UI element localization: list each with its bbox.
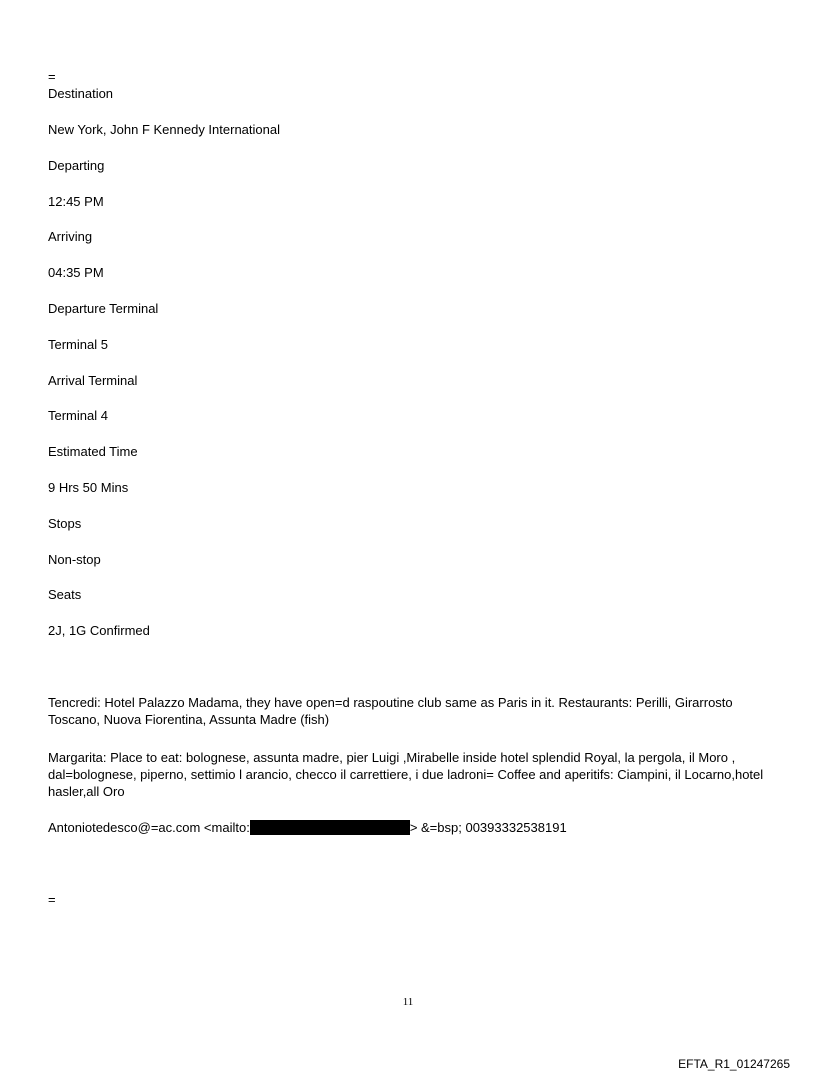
- arrival-terminal-label: Arrival Terminal: [48, 373, 138, 388]
- tencredi-paragraph: Tencredi: Hotel Palazzo Madama, they have open=d raspoutine club same as Paris in it. Restaurants: Perilli, Girarrosto Toscano, Nuova Fiorentina, Assunta Madre (fish): [48, 695, 733, 727]
- destination-label: Destination: [48, 86, 114, 101]
- margarita-paragraph: Margarita: Place to eat: bolognese, assunta madre, pier Luigi ,Mirabelle inside hotel splendid Royal, la pergola, il Moro , dal=bolognese, piperno, settimio l arancio, checco il carrettiere, i due ladroni= Coffee and aperitifs: Ciampini, il Locarno,hotel hasler,all Oro: [48, 750, 764, 799]
- contact-phone: > &=bsp; 00393332538191: [409, 820, 567, 835]
- departing-value: 12:45 PM: [48, 194, 104, 209]
- arriving-value: 04:35 PM: [48, 265, 104, 280]
- departing-label: Departing: [48, 158, 105, 173]
- redaction-block: [250, 820, 410, 835]
- stops-label: Stops: [48, 516, 82, 531]
- bottom-marker: =: [48, 892, 56, 907]
- estimated-time-label: Estimated Time: [48, 444, 138, 459]
- arrival-terminal-value: Terminal 4: [48, 408, 108, 423]
- contact-line: [48, 819, 567, 836]
- seats-value: 2J, 1G Confirmed: [48, 623, 150, 638]
- estimated-time-value: 9 Hrs 50 Mins: [48, 480, 129, 495]
- destination-value: New York, John F Kennedy International: [48, 122, 280, 137]
- seats-label: Seats: [48, 587, 82, 602]
- departure-terminal-value: Terminal 5: [48, 337, 108, 352]
- departure-terminal-label: Departure Terminal: [48, 301, 159, 316]
- top-marker: =: [48, 69, 56, 84]
- contact-email-prefix: Antoniotedesco@=ac.com <mailto:: [48, 820, 250, 835]
- arriving-label: Arriving: [48, 229, 93, 244]
- document-id-footer: EFTA_R1_01247265: [678, 1057, 790, 1071]
- page-number: 11: [402, 996, 414, 1008]
- stops-value: Non-stop: [48, 552, 101, 567]
